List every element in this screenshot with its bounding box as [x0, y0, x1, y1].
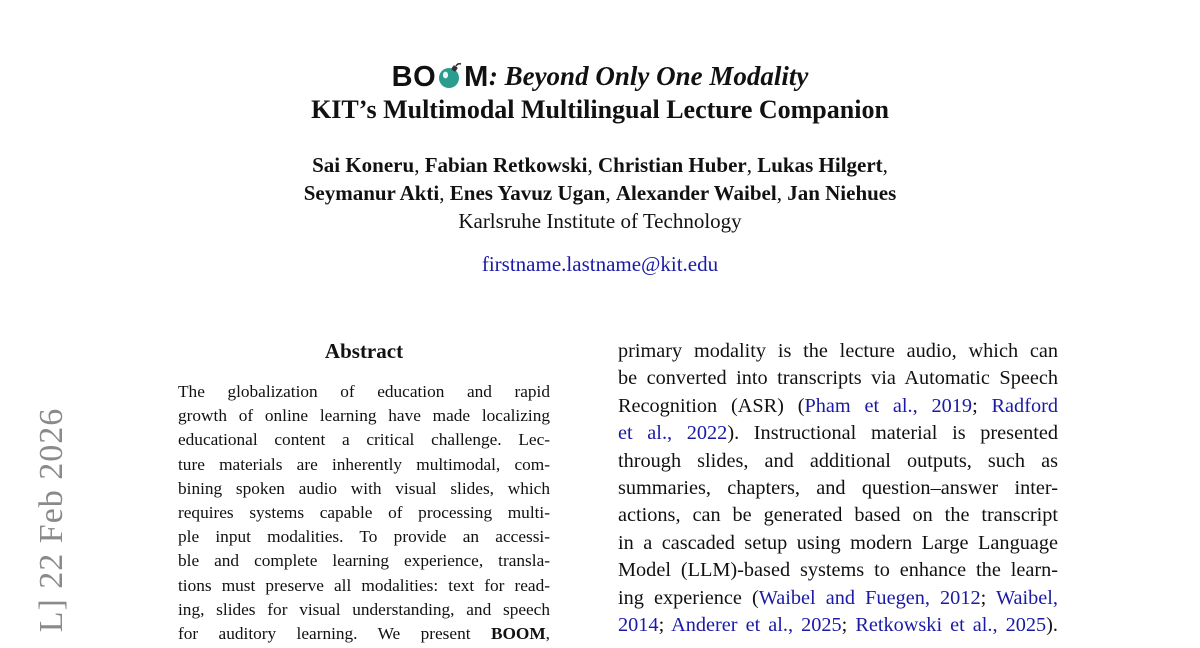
- abstract-line: growth of online learning have made localizing: [178, 406, 550, 426]
- paper-title: KIT’s Multimodal Multilingual Lecture Companion: [311, 95, 889, 124]
- abstract-line: ing, slides for visual understanding, and speech: [178, 599, 550, 619]
- body-line: be converted into transcripts via Automatic Speech: [618, 367, 1058, 390]
- author: Enes Yavuz Ugan: [449, 181, 606, 205]
- citation-link[interactable]: Waibel and Fuegen, 2012: [758, 586, 981, 609]
- body-line: actions, can be generated based on the transcript: [618, 504, 1058, 527]
- author: Alexander Waibel: [615, 181, 777, 205]
- author-line-1: Sai Koneru, Fabian Retkowski, Christian Huber, Lukas Hilgert,: [312, 153, 888, 177]
- body-line: through slides, and additional outputs, such as: [618, 449, 1058, 472]
- title-tagline: : Beyond Only One Modality: [488, 61, 809, 91]
- body-line: et al., 2022). Instructional material is presented: [618, 422, 1058, 445]
- abstract-line: The globalization of education and rapid: [178, 382, 550, 401]
- citation-link[interactable]: Pham et al., 2019: [804, 394, 973, 417]
- author: Seymanur Akti: [303, 181, 440, 205]
- author: Lukas Hilgert: [757, 153, 883, 177]
- boom-logo: BO M: [391, 61, 489, 93]
- body-line: 2014; Anderer et al., 2025; Retkowski et al., 2025).: [618, 614, 1058, 637]
- author: Fabian Retkowski: [424, 153, 588, 177]
- citation-link[interactable]: 2014: [618, 614, 659, 637]
- abstract-line: requires systems capable of processing multi-: [178, 503, 550, 523]
- body-line: primary modality is the lecture audio, which can: [618, 340, 1058, 362]
- author: Sai Koneru: [312, 153, 415, 177]
- abstract-section: [178, 338, 550, 646]
- abstract-line: bining spoken audio with visual slides, which: [178, 478, 550, 498]
- author-email-link[interactable]: firstname.lastname@kit.edu: [481, 252, 719, 276]
- abstract-line: ple input modalities. To provide an accessi-: [178, 527, 550, 547]
- author-list: [0, 151, 1200, 207]
- author-line-2: Seymanur Akti, Enes Yavuz Ugan, Alexander Waibel, Jan Niehues: [303, 181, 897, 205]
- paper-header: [0, 58, 1200, 277]
- abstract-line: ture materials are inherently multimodal, com-: [178, 454, 550, 474]
- citation-link[interactable]: et al., 2022: [618, 422, 728, 445]
- arxiv-margin-stamp: L] 22 Feb 2026: [33, 407, 70, 633]
- title-line: [0, 58, 1200, 95]
- body-line: ing experience (Waibel and Fuegen, 2012; Waibel,: [618, 586, 1059, 609]
- body-line: Recognition (ASR) (Pham et al., 2019; Radford: [618, 394, 1058, 417]
- abstract-line: educational content a critical challenge. Lec-: [178, 430, 550, 450]
- body-line: Model (LLM)-based systems to enhance the learn-: [618, 559, 1058, 582]
- abstract-line: ble and complete learning experience, transla-: [178, 551, 550, 571]
- abstract-heading: Abstract: [324, 339, 404, 363]
- citation-link[interactable]: Radford: [991, 394, 1058, 417]
- abstract-line: tions must preserve all modalities: text for read-: [178, 575, 550, 595]
- citation-link[interactable]: Waibel,: [996, 586, 1059, 609]
- body-line: in a cascaded setup using modern Large Language: [618, 531, 1058, 554]
- affiliation: Karlsruhe Institute of Technology: [458, 209, 742, 233]
- system-name: BOOM: [490, 624, 546, 644]
- abstract-line: for auditory learning. We present BOOM,: [178, 624, 550, 644]
- body-text-column: [618, 338, 1058, 639]
- author: Christian Huber: [597, 153, 747, 177]
- body-line: summaries, chapters, and question–answer inter-: [618, 477, 1058, 500]
- author: Jan Niehues: [787, 181, 897, 205]
- citation-link[interactable]: Anderer et al., 2025: [671, 614, 842, 637]
- bomb-icon: [437, 63, 463, 89]
- citation-link[interactable]: Retkowski et al., 2025: [855, 614, 1047, 637]
